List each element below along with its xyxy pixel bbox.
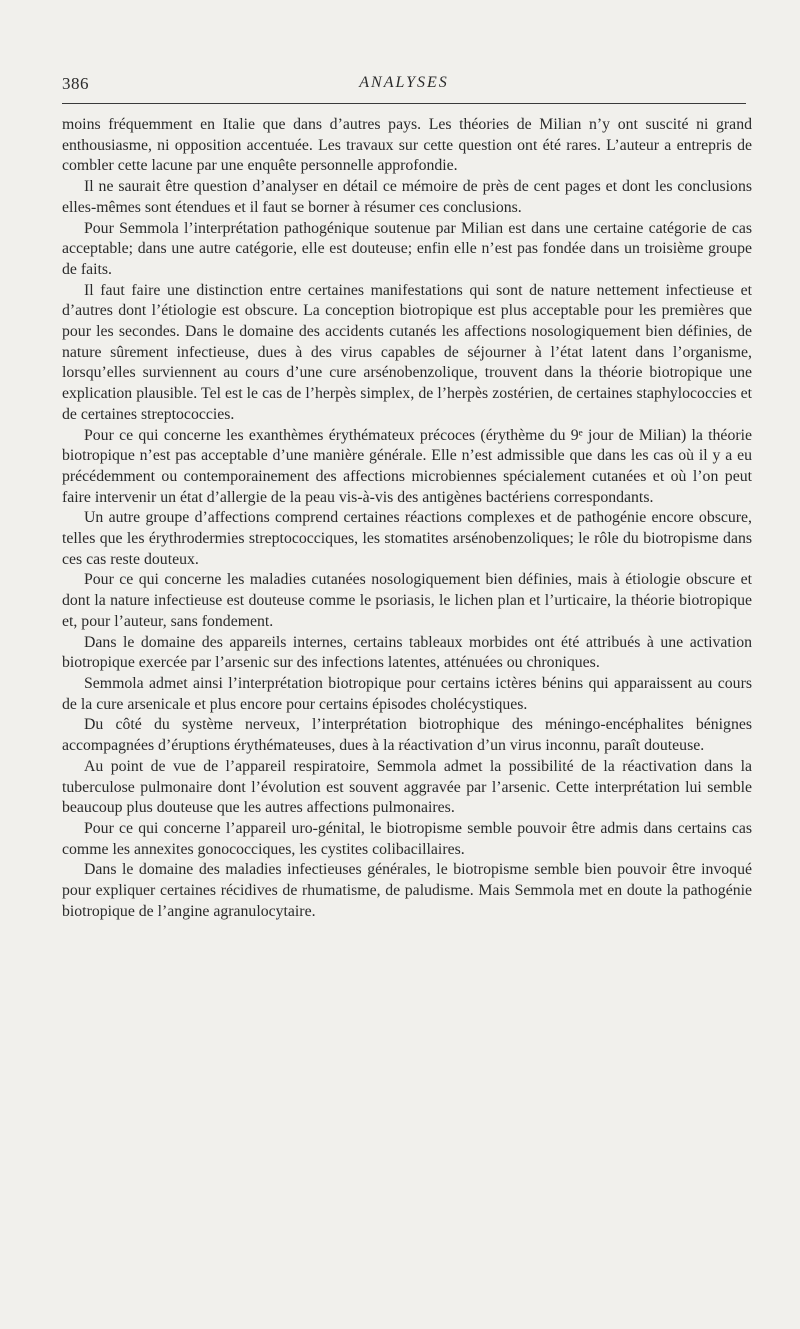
header-rule [62, 103, 746, 104]
running-head: ANALYSES [359, 74, 449, 91]
paragraph: Semmola admet ainsi l’interprétation biotropique pour certains ictères bénins qui apparaissent au cours de la cure arsenicale et plus encore pour certains épisodes cholécystiques. [62, 674, 752, 713]
paragraph: Un autre groupe d’affections comprend certaines réactions complexes et de pathogénie encore obscure, telles que les érythrodermies streptococciques, les stomatites arsénobenzoliques; le rôle du biotropisme dans ces cas reste douteux. [62, 509, 752, 568]
paragraph: Il faut faire une distinction entre certaines manifestations qui sont de nature nettement infectieuse et d’autres dont l’étiologie est obscure. La conception biotropique est plus acceptable pour les premières que pour les secondes. Dans le domaine des accidents cutanés les affections nosologiquement bien définies, de nature sûrement infectieuse, dues à des virus capables de séjourner à l’état latent dans l’organisme, lorsqu’elles surviennent au cours d’une cure arsénobenzolique, trouvent dans la théorie biotropique une explication plausible. Tel est le cas de l’herpès simplex, de l’herpès zostérien, de certaines staphylococcies et de certaines streptococcies. [62, 281, 752, 423]
paragraph: Pour ce qui concerne les exanthèmes érythémateux précoces (érythème du 9ᵉ jour de Milian) la théorie biotropique n’est pas acceptable d’une manière générale. Elle n’est admissible que dans les cas où il y a eu précédemment ou contemporainement des affections microbiennes spécialement cutanées et où l’on peut faire intervenir un état d’allergie de la peau vis-à-vis des antigènes bactériens correspondants. [62, 426, 752, 506]
paragraph: Pour ce qui concerne l’appareil uro-génital, le biotropisme semble pouvoir être admis dans certains cas comme les annexites gonococciques, les cystites colibacillaires. [62, 819, 752, 858]
paragraph: Pour Semmola l’interprétation pathogénique soutenue par Milian est dans une certaine catégorie de cas acceptable; dans une autre catégorie, elle est douteuse; enfin elle n’est pas fondée dans un troisième groupe de faits. [62, 219, 752, 278]
page-number: 386 [62, 74, 89, 93]
paragraph: Dans le domaine des appareils internes, certains tableaux morbides ont été attribués à une activation biotropique exercée par l’arsenic sur des infections latentes, atténuées ou chroniques. [62, 633, 752, 672]
paragraph: Du côté du système nerveux, l’interprétation biotrophique des méningo-encéphalites bénignes accompagnées d’éruptions érythémateuses, dues à la réactivation d’un virus inconnu, paraît douteuse. [62, 716, 752, 755]
paragraph: Au point de vue de l’appareil respiratoire, Semmola admet la possibilité de la réactivation dans la tuberculose pulmonaire dont l’évolution est souvent aggravée par l’arsenic. Cette interprétation lui semble beaucoup plus douteuse que les autres affections pulmonaires. [62, 757, 752, 817]
paragraph: Dans le domaine des maladies infectieuses générales, le biotropisme semble bien pouvoir être invoqué pour expliquer certaines récidives de rhumatisme, de paludisme. Mais Semmola met en doute la pathogénie biotropique de l’angine agranulocytaire. [62, 861, 752, 920]
paragraph: Pour ce qui concerne les maladies cutanées nosologiquement bien définies, mais à étiologie obscure et dont la nature infectieuse est douteuse comme le psoriasis, le lichen plan et l’urticaire, la théorie biotropique et, pour l’auteur, sans fondement. [62, 571, 752, 630]
body-text [62, 115, 752, 922]
paragraph: Il ne saurait être question d’analyser en détail ce mémoire de près de cent pages et dont les conclusions elles-mêmes sont étendues et il faut se borner à résumer ces conclusions. [62, 178, 752, 216]
paragraph: moins fréquemment en Italie que dans d’autres pays. Les théories de Milian n’y ont suscité ni grand enthousiasme, ni opposition accentuée. Les travaux sur cette question ont été rares. L’auteur a entrepris de combler cette lacune par une enquête personnelle approfondie. [62, 116, 752, 175]
page-header [62, 74, 746, 98]
